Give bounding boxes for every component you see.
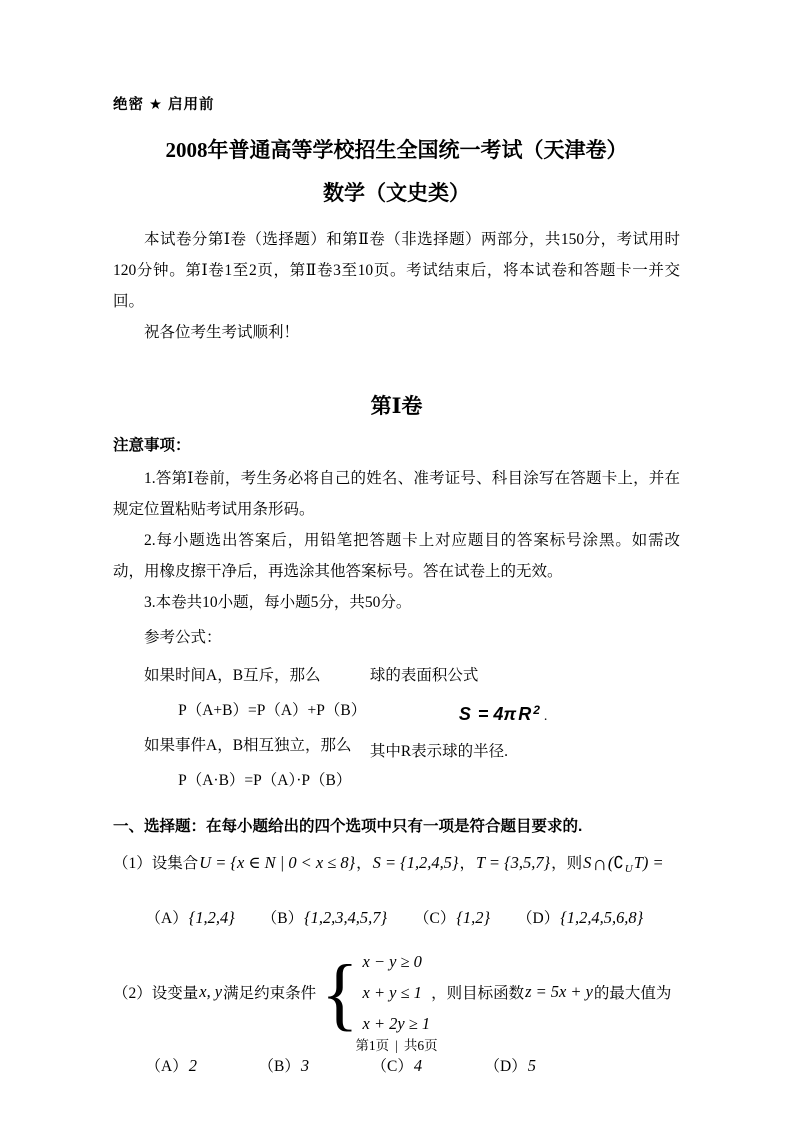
question-2-math-objective: z = 5x + y: [525, 982, 593, 1002]
exam-title: 2008年普通高等学校招生全国统一考试（天津卷）: [165, 138, 628, 162]
footer-page-number: 第1页: [355, 1038, 390, 1053]
option-c-value: 4: [413, 1055, 423, 1075]
question-2: [113, 946, 680, 1039]
question-1-math-set-s: S = {1,2,4,5}: [372, 853, 459, 872]
constraint-3: x + 2y ≥ 1: [362, 1013, 431, 1033]
intersection-symbol: ∩: [592, 853, 607, 875]
footer-page-total: 共6页: [403, 1038, 438, 1053]
option-d-value: {1,2,4,5,6,8}: [560, 907, 644, 927]
constraint-2: x + y ≤ 1: [362, 982, 422, 1002]
complement-subscript-u: U: [624, 863, 633, 876]
formula-prob-sum: P（A+B）=P（A）+P（B）: [178, 702, 367, 719]
question-1-math-s: S: [583, 853, 592, 872]
formula-prob-product: P（A·B）=P（A）·P（B）: [178, 772, 352, 789]
page-content: [0, 93, 793, 1082]
note-item-3: 3.本卷共10小题，每小题5分，共50分。: [144, 594, 412, 611]
constraint-1: x − y ≥ 0: [362, 951, 422, 971]
question-1-comma-1: ，: [356, 855, 372, 872]
question-1-option-a: [146, 902, 236, 934]
question-1-math-set-u: U = {x ∈ N | 0 < x ≤ 8}: [199, 853, 356, 872]
option-d-value: 5: [527, 1055, 536, 1075]
question-2-option-d: [485, 1050, 598, 1082]
formulas-right-column: [370, 658, 680, 798]
good-luck-line: 祝各位考生考试顺利！: [144, 324, 300, 341]
formula-mutex-condition: 如果时间A，B互斥，那么: [144, 667, 321, 684]
note-item-2: 2.每小题选出答案后，用铅笔把答题卡上对应题目的答案标号涂黑。如需改动，用橡皮擦干净后，再选涂其他答案标号。答在试卷上的无效。: [113, 532, 680, 580]
question-2-number: （2）: [113, 985, 152, 1003]
option-b-label: （B）: [261, 909, 304, 927]
question-1-number: （1）: [113, 855, 152, 872]
constraint-brace: {: [321, 946, 359, 1038]
formula-independent-condition: 如果事件A，B相互独立，那么: [144, 737, 352, 754]
question-2-math-vars: x, y: [199, 982, 223, 1002]
question-1-option-d: [517, 902, 644, 934]
question-1-math-complement-open: (∁: [607, 853, 624, 872]
option-c-label: （C）: [414, 909, 456, 927]
formula-sphere-area: [370, 693, 680, 734]
option-a-value: {1,2,4}: [188, 907, 235, 927]
note-item-1: 1.答第Ⅰ卷前，考生务必将自己的姓名、准考证号、科目涂写在答题卡上，并在规定位置粘贴考试用条形码。: [113, 470, 680, 518]
question-1-comma-2: ，: [459, 855, 475, 872]
option-b-label: （B）: [258, 1057, 300, 1075]
sphere-formula-exponent: 2: [533, 703, 540, 717]
classification-label: 绝密 ★ 启用前: [113, 97, 215, 113]
question-2-text-1: 设变量: [151, 985, 199, 1003]
option-b-value: {1,2,3,4,5,7}: [304, 907, 388, 927]
question-2-text-4: 的最大值为: [593, 985, 672, 1003]
question-1-text-1: 设集合: [151, 855, 199, 872]
option-a-label: （A）: [145, 909, 188, 927]
question-1-text-2: ，则: [551, 855, 583, 872]
question-1-math-set-t: T = {3,5,7}: [475, 853, 551, 872]
question-2-options: [113, 1050, 680, 1082]
option-a-label: （A）: [145, 1057, 188, 1075]
option-c-value: {1,2}: [456, 907, 491, 927]
sphere-formula-eq: = 4π: [472, 704, 517, 725]
question-1-option-b: [262, 902, 388, 934]
question-1: [113, 846, 680, 886]
exam-subtitle: 数学（文史类）: [323, 181, 470, 205]
question-1-options: [113, 902, 680, 934]
part1-heading: 第Ⅰ卷: [370, 394, 423, 418]
constraint-system: [362, 946, 432, 1039]
footer-separator: |: [395, 1038, 398, 1053]
option-a-value: 2: [188, 1055, 197, 1075]
notes-heading: 注意事项：: [113, 437, 191, 454]
option-d-label: （D）: [517, 909, 560, 927]
formula-sphere-title: 球的表面积公式: [369, 667, 479, 684]
question-1-option-c: [414, 902, 491, 934]
question-2-option-a: [146, 1050, 259, 1082]
question-2-option-c: [372, 1050, 485, 1082]
option-b-value: 3: [300, 1055, 310, 1075]
question-1-math-complement-close: T) =: [633, 853, 664, 872]
page-footer: [0, 1034, 793, 1054]
formula-sphere-note: 其中R表示球的半径.: [369, 743, 509, 761]
formulas-left-column: [113, 658, 370, 798]
question-2-text-2: 满足约束条件: [223, 985, 317, 1003]
option-c-label: （C）: [371, 1057, 413, 1075]
sphere-formula-period: .: [543, 709, 548, 725]
sphere-formula-s: S: [458, 704, 471, 725]
question-2-option-b: [259, 1050, 372, 1082]
option-d-label: （D）: [484, 1057, 527, 1075]
reference-formulas: [113, 658, 680, 798]
question-2-text-3: ，则目标函数: [431, 985, 525, 1003]
section1-heading: 一、选择题：在每小题给出的四个选项中只有一项是符合题目要求的.: [113, 818, 583, 835]
sphere-formula-r: R: [518, 704, 532, 725]
exam-intro-paragraph: 本试卷分第Ⅰ卷（选择题）和第Ⅱ卷（非选择题）两部分，共150分，考试用时120分钟。第Ⅰ卷1至2页，第Ⅱ卷3至10页。考试结束后，将本试卷和答题卡一并交回。: [113, 231, 680, 310]
formulas-heading: 参考公式：: [144, 629, 222, 646]
